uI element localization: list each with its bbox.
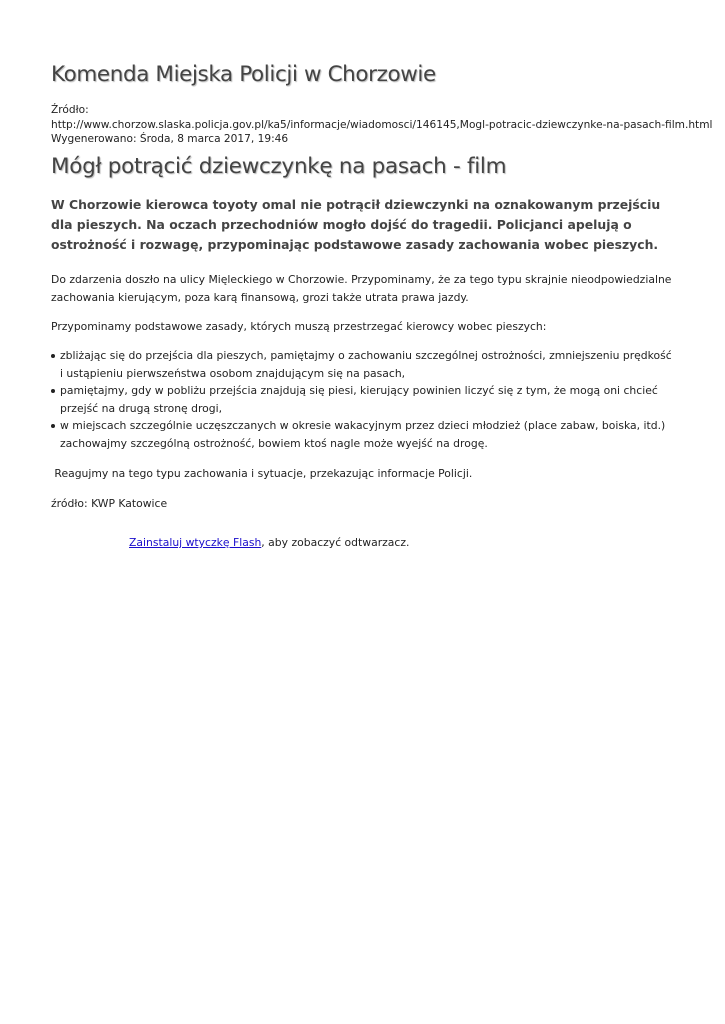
- site-title: Komenda Miejska Policji w Chorzowie: [51, 62, 436, 87]
- article-lead: W Chorzowie kierowca toyoty omal nie potrącił dziewczynki na oznakowanym przejściu dla pieszych. Na oczach przechodniów mogło dojść do tragedii. Policjanci apelują o ostrożność i rozwagę, przypominając podstawowe zasady zachowania wobec pieszych.: [51, 197, 661, 252]
- article-paragraph-1: Do zdarzenia doszło na ulicy Mięleckiego w Chorzowie. Przypominamy, że za tego typu skrajnie nieodpowiedzialne zachowania kierującym, poza karą finansową, grozi także utrata prawa jazdy.: [51, 273, 672, 304]
- rules-list: [51, 347, 676, 452]
- install-flash-link[interactable]: Zainstaluj wtyczkę Flash: [129, 536, 262, 549]
- source-label: Źródło:: [51, 104, 89, 116]
- article-title: Mógł potrącić dziewczynkę na pasach - film: [51, 154, 507, 179]
- article-paragraph-2: Przypominamy podstawowe zasady, których muszą przestrzegać kierowcy wobec pieszych:: [51, 320, 547, 333]
- list-item: pamiętajmy, gdy w pobliżu przejścia znajdują się piesi, kierujący powinien liczyć się z tym, że mogą oni chcieć przejść na drugą stronę drogi,: [51, 382, 676, 417]
- article-paragraph-3: Reagujmy na tego typu zachowania i sytuacje, przekazując informacje Policji.: [51, 467, 473, 480]
- list-item: zbliżając się do przejścia dla pieszych, pamiętajmy o zachowaniu szczególnej ostrożności, zmniejszeniu prędkość i ustąpieniu pierwszeństwa osobom znajdującym się na pasach,: [51, 347, 676, 382]
- source-info: [51, 103, 713, 147]
- flash-notice-suffix: , aby zobaczyć odtwarzacz.: [261, 536, 410, 549]
- list-item: w miejscach szczególnie uczęszczanych w okresie wakacyjnym przez dzieci młodzież (place zabaw, boiska, itd.) zachowajmy szczególną ostrożność, bowiem ktoś nagle może wyejść na drogę.: [51, 417, 676, 452]
- article-source-credit: źródło: KWP Katowice: [51, 497, 168, 510]
- flash-notice: [129, 534, 409, 552]
- source-url: http://www.chorzow.slaska.policja.gov.pl/ka5/informacje/wiadomosci/146145,Mogl-potracic-dziewczynke-na-pasach-film.html: [51, 118, 713, 131]
- generated-date: Wygenerowano: Środa, 8 marca 2017, 19:46: [51, 133, 289, 145]
